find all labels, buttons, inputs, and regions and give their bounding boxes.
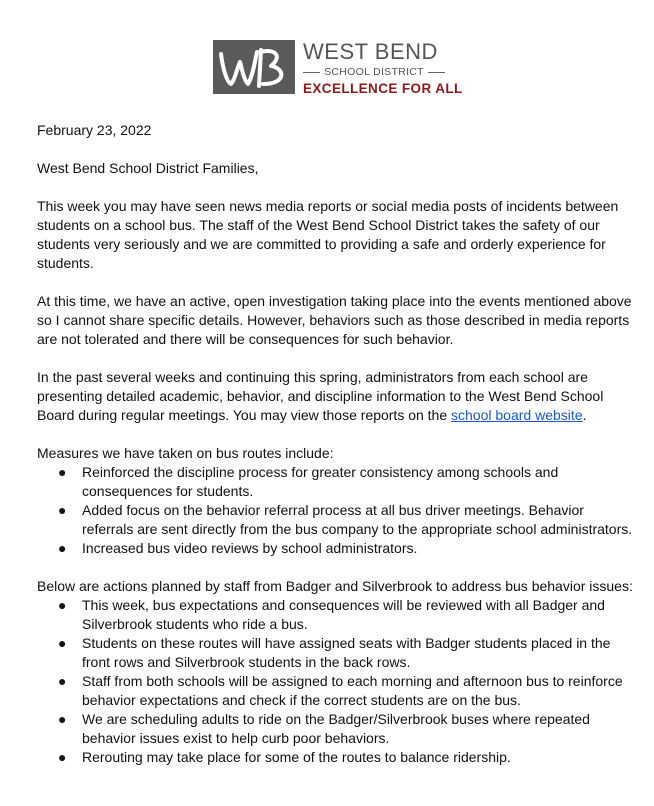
district-subtitle: SCHOOL DISTRICT [324,66,424,78]
letter-body [37,121,637,786]
planned-actions-list [37,596,637,767]
paragraph-reports-text: In the past several weeks and continuing this spring, administrators from each school are presenting detailed academic, behavior, and discipline information to the West Bend School Board during regular meetings. You may view those reports on the [37,369,604,423]
list-item-text: Staff from both schools will be assigned to each morning and afternoon bus to reinforce behavior expectations and check if the correct students are on the bus. [82,673,623,708]
bullet-icon: ● [58,540,67,556]
school-board-website-link[interactable]: school board website [451,407,583,423]
district-name: WEST BEND [303,39,438,64]
list-item-text: We are scheduling adults to ride on the Badger/Silverbrook buses where repeated behavior issues exist to help curb poor behaviors. [82,711,590,746]
list-item-text: This week, bus expectations and consequences will be reviewed with all Badger and Silverbrook students who ride a bus. [82,597,605,632]
list-item [37,596,637,634]
subtitle-rule-left [303,72,320,73]
bullet-icon: ● [58,464,67,480]
district-tagline: EXCELLENCE FOR ALL [303,81,463,96]
list-item [37,748,637,767]
district-logo-icon [213,40,295,94]
paragraph-investigation: At this time, we have an active, open investigation taking place into the events mentioned above so I cannot share specific details. However, behaviors such as those described in media reports are not tolerated and there will be consequences for such behavior. [37,293,632,347]
list-item [37,463,637,501]
planned-actions-intro: Below are actions planned by staff from Badger and Silverbrook to address bus behavior issues: [37,578,633,594]
bullet-icon: ● [58,673,67,689]
list-item-text: Added focus on the behavior referral process at all bus driver meetings. Behavior referrals are sent directly from the bus company to the appropriate school administrators. [82,502,633,537]
bullet-icon: ● [58,749,67,765]
bullet-icon: ● [58,635,67,651]
measures-intro: Measures we have taken on bus routes include: [37,445,334,461]
subtitle-rule-right [428,72,445,73]
list-item-text: Increased bus video reviews by school administrators. [82,540,418,556]
measures-list [37,463,637,558]
list-item [37,634,637,672]
list-item-text: Rerouting may take place for some of the routes to balance ridership. [82,749,511,765]
list-item [37,710,637,748]
district-wordmark [303,39,463,96]
paragraph-reports [37,368,637,425]
bullet-icon: ● [58,502,67,518]
list-item [37,672,637,710]
list-item-text: Reinforced the discipline process for greater consistency among schools and consequences for students. [82,464,559,499]
letter-date: February 23, 2022 [37,122,152,138]
bullet-icon: ● [58,597,67,613]
letter-salutation: West Bend School District Families, [37,160,259,176]
letterhead [213,39,463,96]
paragraph-reports-end: . [582,407,587,423]
list-item [37,539,637,558]
list-item [37,501,637,539]
list-item-text: Students on these routes will have assigned seats with Badger students placed in the front rows and Silverbrook students in the back rows. [82,635,611,670]
paragraph-incidents: This week you may have seen news media reports or social media posts of incidents between students on a school bus. The staff of the West Bend School District takes the safety of our students very seriously and we are committed to providing a safe and orderly experience for students. [37,198,619,271]
bullet-icon: ● [58,711,67,727]
district-subtitle-row [303,65,445,79]
